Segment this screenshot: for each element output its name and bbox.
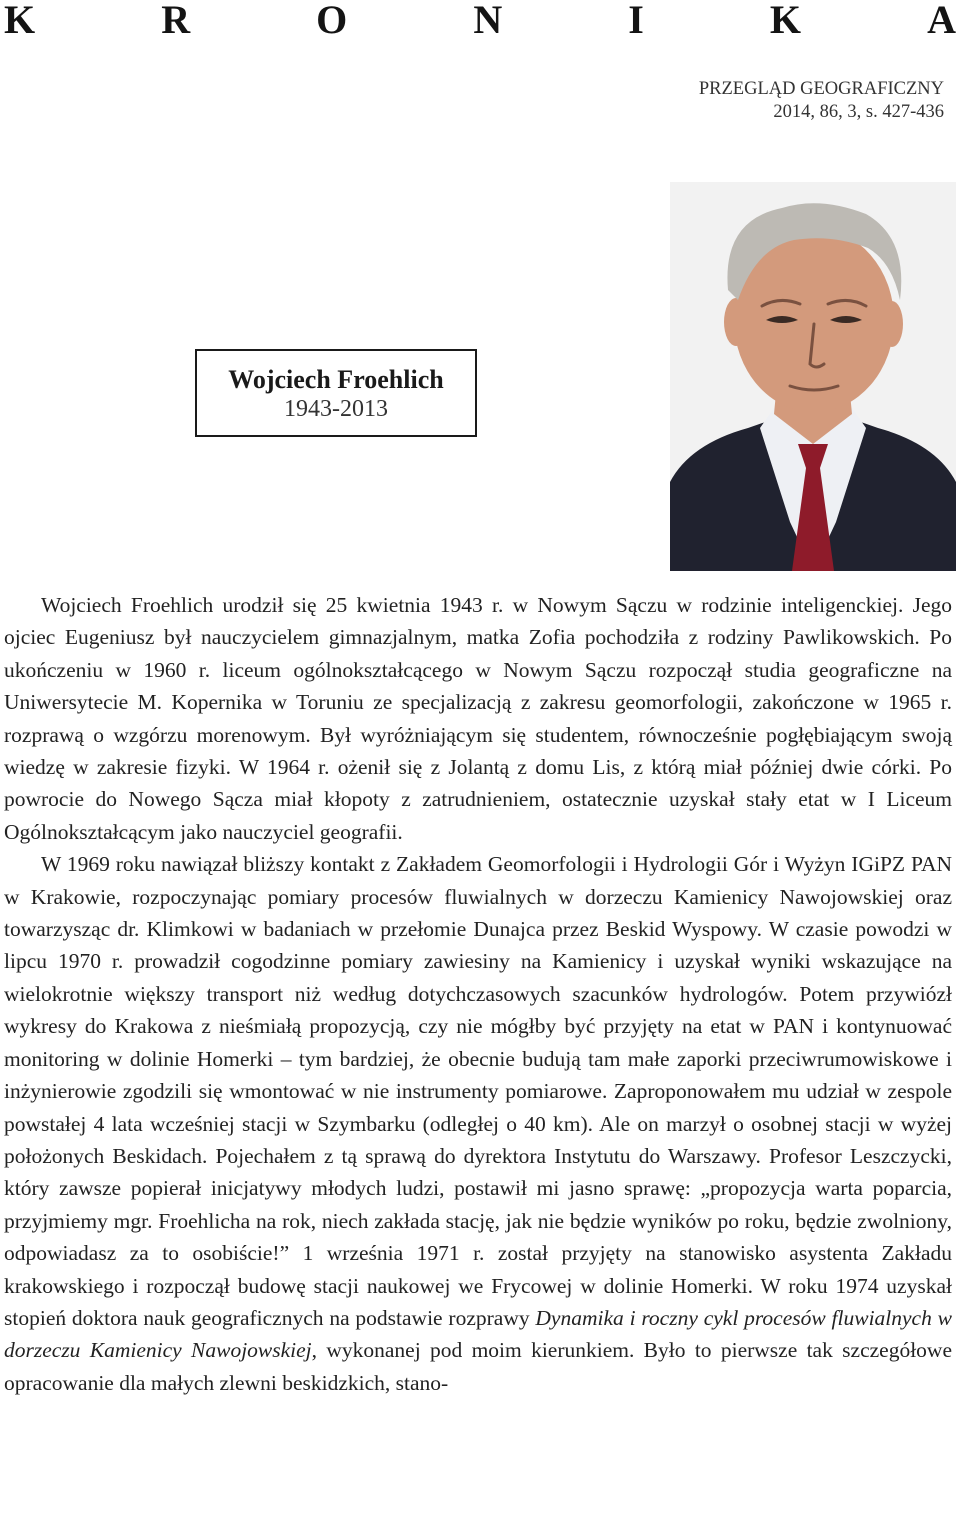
paragraph-text: , wykonanej pod moim kierunkiem. Było to pierwsze tak szczegółowe opracowanie dla małych zlewni beskidzkich, stano- xyxy=(4,1338,952,1395)
header-letter: O xyxy=(316,0,348,42)
journal-citation xyxy=(699,78,944,124)
header-letter: N xyxy=(473,0,503,42)
header-letter: R xyxy=(161,0,191,42)
journal-volume: 2014, 86, 3, s. 427-436 xyxy=(773,102,944,122)
article-body xyxy=(4,589,952,1399)
obituary-name-box xyxy=(195,349,477,437)
obituary-name: Wojciech Froehlich xyxy=(228,365,444,394)
section-header-kronika xyxy=(4,0,956,40)
dissertation-title: Dynamika i roczny cykl procesów fluwialnych w dorzeczu Kamienicy Nawojowskiej xyxy=(4,1305,952,1363)
header-letter: I xyxy=(628,0,644,42)
header-letter: K xyxy=(4,0,36,42)
paragraph xyxy=(4,589,952,848)
obituary-years: 1943-2013 xyxy=(284,396,388,422)
paragraph-text: Wojciech Froehlich urodził się 25 kwietnia 1943 r. w Nowym Sączu w rodzinie inteligenckiej. Jego ojciec Eugeniusz był nauczycielem gimnazjalnym, matka Zofia pochodziła z rodziny Pawlikowskich. Po ukończeniu w 1960 r. liceum ogólnokształcącego w Nowym Sączu rozpoczął studia geograficzne na Uniwersytecie M. Kopernika w Toruniu ze specjalizacją z zakresu geomorfologii, zakończone w 1965 r. rozprawą o wzgórzu morenowym. Był wyróżniającym się studentem, równocześnie pogłębiającym swoją wiedzę w zakresie fizyki. W 1964 r. ożenił się z Jolantą z domu Lis, z którą miał później dwie córki. Po powrocie do Nowego Sącza miał kłopoty z zatrudnieniem, ostatecznie uzyskał stały etat w I Liceum Ogólnokształcącym jako nauczyciel geografii. xyxy=(4,593,952,844)
journal-name: PRZEGLĄD GEOGRAFICZNY xyxy=(698,79,944,99)
header-letter: K xyxy=(769,0,802,42)
paragraph-text: W 1969 roku nawiązał bliższy kontakt z Zakładem Geomorfologii i Hydrologii Gór i Wyżyn IGiPZ PAN w Krakowie, rozpoczynając pomiary procesów fluwialnych w dorzeczu Kamienicy Nawojowskiej oraz towarzysząc dr. Klimkowi w badaniach w przełomie Dunajca przez Beskid Wyspowy. W czasie powodzi w lipcu 1970 r. prowadził cogodzinne pomiary zawiesiny na Kamienicy i uzyskał wyniki wskazujące na wielokrotnie większy transport niż według dotychczasowych szacunków hydrologów. Potem przywiózł wykresy do Krakowa z nieśmiałą propozycją, czy nie mógłby być przyjęty na etat w PAN i kontynuować monitoring w dolinie Homerki – tym bardziej, że obecnie budują tam małe zaporki przeciwrumowiskowe i inżynierowie zgodzili się wmontować w nie instrumenty pomiarowe. Zaproponowałem mu udział w zespole powstałej 4 lata wcześniej stacji w Szymbarku (odległej o 40 km). Ale on marzył o osobnej stacji w wyżej położonych Beskidach. Pojechałem z tą sprawą do dyrektora Instytutu do Warszawy. Profesor Leszczycki, który zawsze popierał inicjatywy młodych ludzi, postawił mi jasno sprawę: „propozycja warta poparcia, przyjmiemy mgr. Froehlicha na rok, niech zakłada stację, jak nie będzie wyników po roku, będzie zwolniony, odpowiadasz za to osobiście!” 1 września 1971 r. został przyjęty na stanowisko asystenta Zakładu krakowskiego i rozpoczął budowę stacji naukowej we Frycowej w dolinie Homerki. W roku 1974 uzyskał stopień doktora nauk geograficznych na podstawie rozprawy xyxy=(4,852,952,1330)
paragraph xyxy=(4,848,952,1399)
portrait-photo xyxy=(670,182,956,571)
header-letter: A xyxy=(927,0,956,42)
